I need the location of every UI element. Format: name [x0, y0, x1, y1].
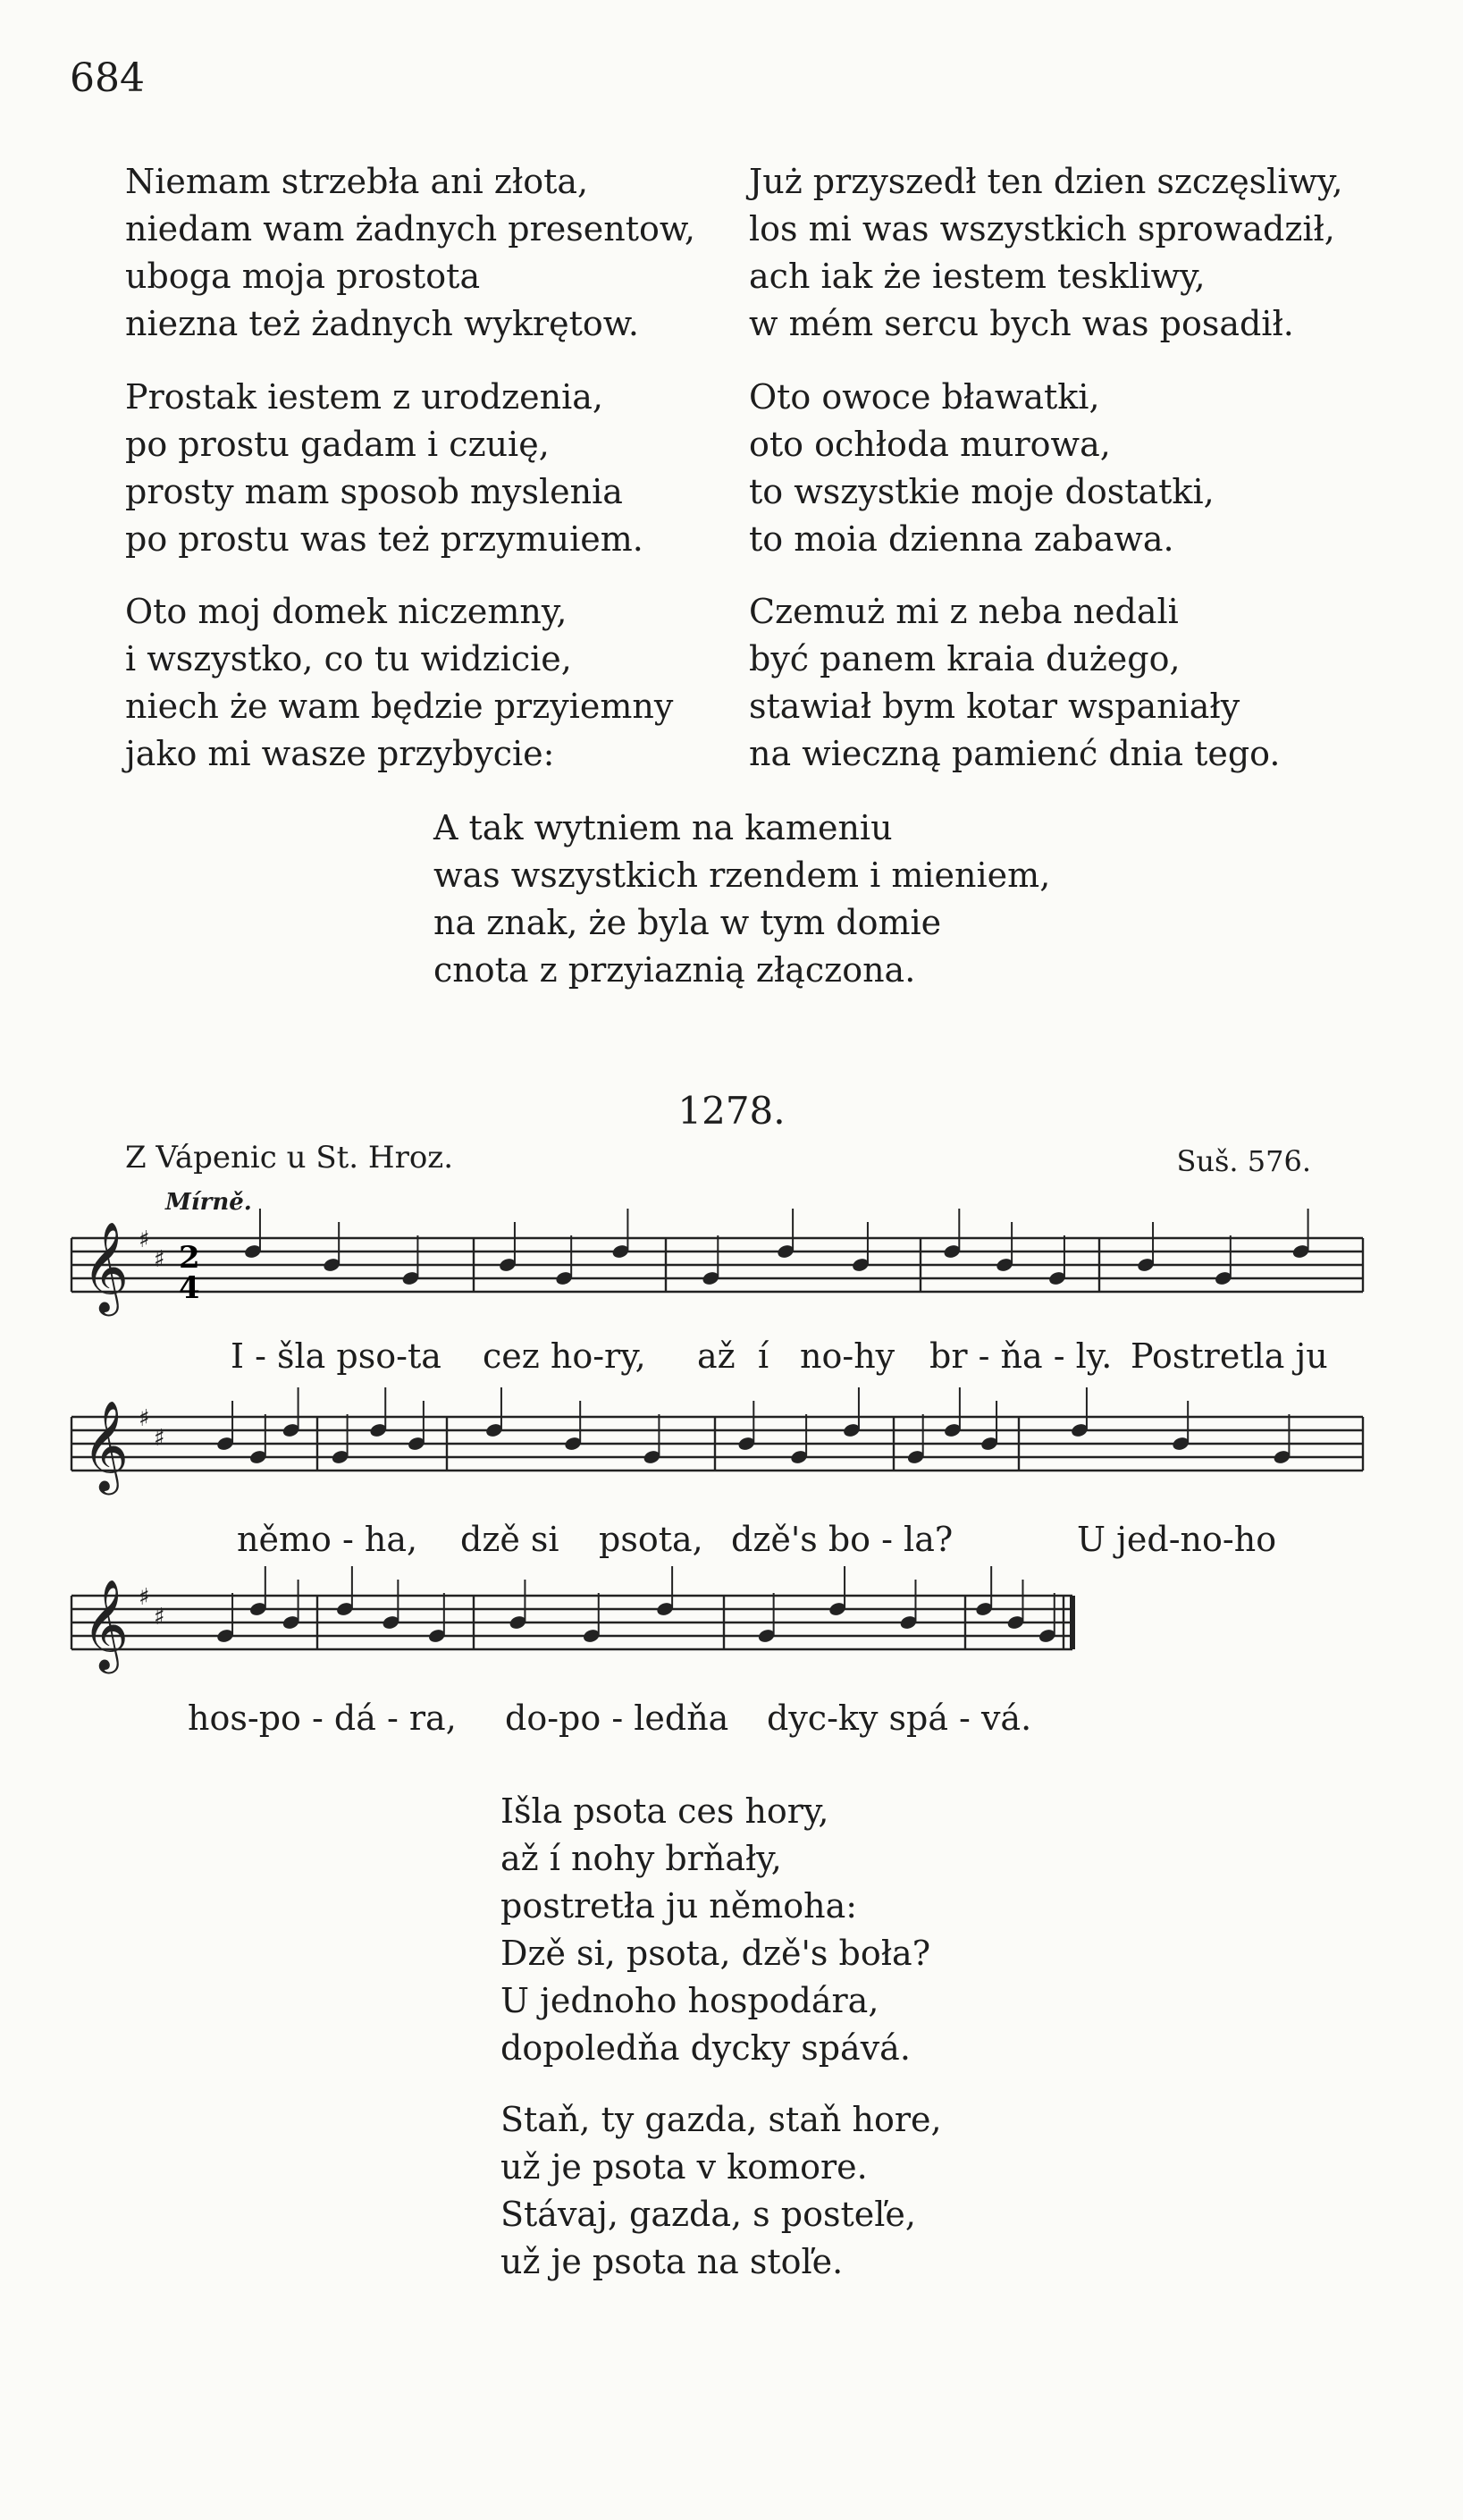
lyrics-line-3	[0, 1698, 1463, 1743]
verse-line: w mém sercu bych was posadił.	[749, 304, 1294, 343]
sharp-icon: ♯	[139, 1405, 150, 1432]
treble-clef-icon: 𝄞	[82, 1578, 130, 1670]
verse-line: cnota z przyiaznią złączona.	[433, 950, 916, 990]
verse-line: Czemuż mi z neba nedali	[749, 592, 1179, 631]
lyric-syllables: dzě si	[460, 1520, 559, 1559]
verse-line: was wszystkich rzendem i mieniem,	[433, 855, 1051, 895]
song-origin: Z Vápenic u St. Hroz.	[125, 1140, 454, 1176]
verse-line: Prostak iestem z urodzenia,	[125, 377, 603, 417]
verse-line: los mi was wszystkich sprowadził,	[749, 209, 1335, 249]
tempo-marking: Mírně.	[165, 1189, 252, 1216]
verse-line: U jednoho hospodára,	[500, 1981, 879, 2020]
lyric-syllables: němo - ha,	[237, 1520, 418, 1559]
verse-line: po prostu gadam i czuię,	[125, 425, 550, 464]
song-source: Suš. 576.	[1176, 1144, 1311, 1178]
verse-line: už je psota na stoľe.	[500, 2242, 844, 2281]
verse-line: uboga moja prostota	[125, 257, 481, 296]
song-text-stanza-1	[500, 1788, 930, 2072]
verse-line: až í nohy brňały,	[500, 1839, 782, 1878]
verse-line: Już przyszedł ten dzien szczęsliwy,	[749, 162, 1343, 201]
lyric-syllables: psota,	[599, 1520, 703, 1559]
verse-line: postretła ju němoha:	[500, 1886, 858, 1926]
lyric-syllables: dyc-ky spá - vá.	[767, 1698, 1032, 1738]
treble-clef-icon: 𝄞	[82, 1399, 130, 1491]
verse-line: A tak wytniem na kameniu	[433, 808, 893, 847]
verse-line: na znak, że byla w tym domie	[433, 903, 942, 942]
time-signature-bottom: 4	[179, 1270, 200, 1306]
verse-line: to moia dzienna zabawa.	[749, 519, 1174, 559]
lyric-syllables: hos-po - dá - ra,	[188, 1698, 457, 1738]
lyrics-line-2	[0, 1520, 1463, 1564]
verse-line: prosty mam sposob myslenia	[125, 472, 623, 511]
verse-line: być panem kraia dużego,	[749, 639, 1181, 678]
lyric-syllables: br - ňa - ly.	[929, 1336, 1113, 1376]
verse-line: po prostu was też przymuiem.	[125, 519, 643, 559]
treble-clef-icon: 𝄞	[82, 1220, 130, 1312]
verse-line: Išla psota ces hory,	[500, 1791, 829, 1831]
verse-line: už je psota v komore.	[500, 2147, 868, 2187]
lyric-syllables: až	[697, 1336, 736, 1376]
lyric-syllables: cez ho-ry,	[483, 1336, 646, 1376]
lyric-syllables: í	[758, 1336, 769, 1376]
lyric-syllables: do-po - ledňa	[505, 1698, 729, 1738]
verse-line: Niemam strzebła ani złota,	[125, 162, 589, 201]
verse-line: Oto moj domek niczemny,	[125, 592, 568, 631]
note-heads	[215, 1209, 1310, 1644]
sharp-icon: ♯	[154, 1425, 165, 1452]
verse-line: Oto owoce bławatki,	[749, 377, 1100, 417]
sharp-icon: ♯	[139, 1226, 150, 1253]
verse-line: Stávaj, gazda, s posteľe,	[500, 2195, 916, 2234]
lyric-syllables: I - šla pso-ta	[231, 1336, 441, 1376]
verse-line: niezna też żadnych wykrętow.	[125, 304, 639, 343]
lyric-syllables: U jed-no-ho	[1077, 1520, 1277, 1559]
verse-line: niech że wam będzie przyiemny	[125, 687, 674, 726]
verse-line: to wszystkie moje dostatki,	[749, 472, 1215, 511]
time-signature-top: 2	[179, 1240, 200, 1276]
song-text-stanza-2	[500, 2096, 942, 2286]
verse-line: jako mi wasze przybycie:	[125, 734, 555, 773]
verse-line: niedam wam żadnych presentow,	[125, 209, 695, 249]
verse-line: Staň, ty gazda, staň hore,	[500, 2100, 942, 2139]
lyrics-line-1	[0, 1336, 1463, 1381]
verse-line: ach iak że iestem teskliwy,	[749, 257, 1206, 296]
verse-line: dopoledňa dycky spává.	[500, 2028, 911, 2068]
verse-line: oto ochłoda murowa,	[749, 425, 1111, 464]
lyric-syllables: no-hy	[800, 1336, 895, 1376]
verse-line: Dzě si, psota, dzě's boła?	[500, 1934, 931, 1973]
sharp-icon: ♯	[154, 1604, 165, 1631]
lyric-syllables: Postretla ju	[1131, 1336, 1328, 1376]
lyric-syllables: dzě's bo - la?	[731, 1520, 954, 1559]
verse-line: na wieczną pamienć dnia tego.	[749, 734, 1281, 773]
song-number: 1278.	[677, 1089, 786, 1133]
sharp-icon: ♯	[139, 1584, 150, 1611]
sharp-icon: ♯	[154, 1246, 165, 1273]
verse-line: i wszystko, co tu widzicie,	[125, 639, 572, 678]
verse-line: stawiał bym kotar wspaniały	[749, 687, 1240, 726]
page-number: 684	[70, 55, 145, 101]
